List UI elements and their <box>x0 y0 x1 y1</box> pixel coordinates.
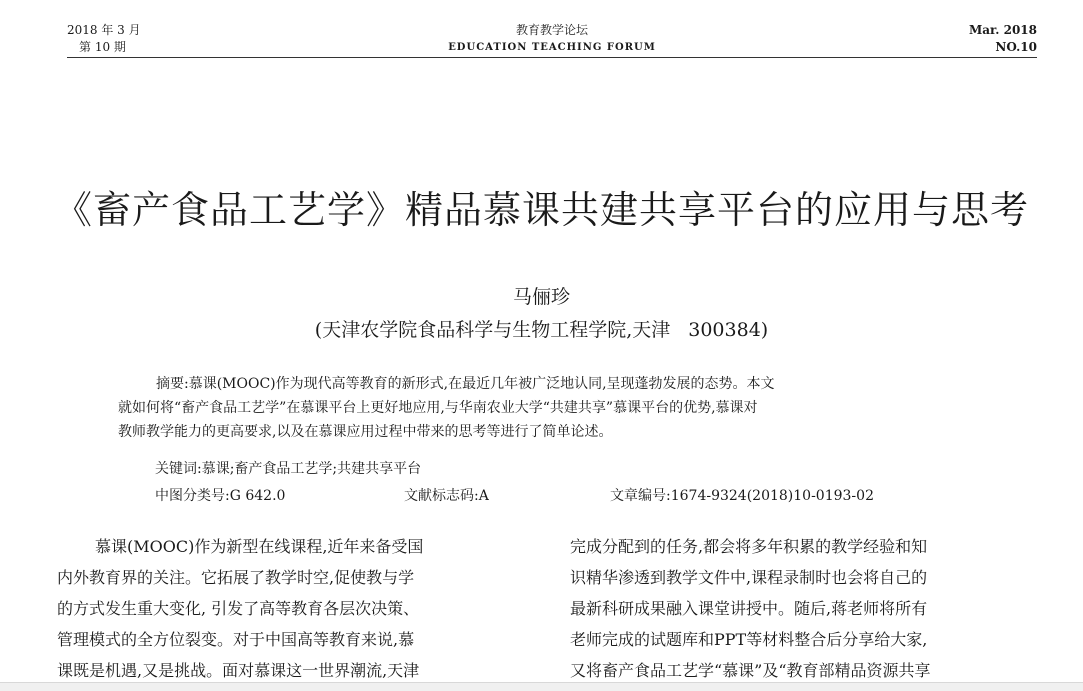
body-column-right <box>570 531 1040 686</box>
abstract-line: 教师教学能力的更高要求,以及在慕课应用过程中带来的思考等进行了简单论述。 <box>118 424 613 440</box>
body-line: 慕课(MOOC)作为新型在线课程,近年来备受国 <box>95 537 424 556</box>
body-line: 课既是机遇,又是挑战。面对慕课这一世界潮流,天津 <box>57 661 420 680</box>
viewer-bottom-bar <box>0 682 1083 691</box>
affiliation-postcode: 300384) <box>688 319 769 341</box>
journal-name-en: EDUCATION TEACHING FORUM <box>448 42 656 53</box>
header-journal-name <box>67 22 1037 56</box>
author-name: 马俪珍 <box>512 286 570 308</box>
journal-name-cn: 教育教学论坛 <box>515 23 588 37</box>
header-date-cn: 2018 年 3 月 <box>67 23 141 37</box>
journal-header <box>67 20 1037 58</box>
abstract-line: 就如何将“畜产食品工艺学”在慕课平台上更好地应用,与华南农业大学“共建共享”慕课平台的优势,慕课对 <box>118 400 758 416</box>
abstract-line: 摘要:慕课(MOOC)作为现代高等教育的新形式,在最近几年被广泛地认同,呈现蓬勃发展的态势。本文 <box>156 376 775 392</box>
affiliation-text: (天津农学院食品科学与生物工程学院,天津 <box>314 319 671 341</box>
body-line: 识精华渗透到教学文件中,课程录制时也会将自己的 <box>570 568 928 587</box>
abstract-block <box>118 372 1018 444</box>
keywords: 关键词:慕课;畜产食品工艺学;共建共享平台 <box>155 461 422 477</box>
body-line: 最新科研成果融入课堂讲授中。随后,蒋老师将所有 <box>570 599 928 618</box>
body-line: 内外教育界的关注。它拓展了教学时空,促使教与学 <box>57 568 415 587</box>
clc-number: 中图分类号:G 642.0 <box>155 488 286 504</box>
article-title: 《畜产食品工艺学》精品慕课共建共享平台的应用与思考 <box>53 188 1029 232</box>
document-code: 文献标志码:A <box>404 488 489 504</box>
body-line: 完成分配到的任务,都会将多年积累的教学经验和知 <box>570 537 928 556</box>
header-date-en: Mar. 2018 <box>968 23 1037 37</box>
header-issue-number-en: NO.10 <box>995 40 1037 54</box>
header-issue-number-cn: 第 10 期 <box>79 40 126 54</box>
body-line: 的方式发生重大变化, 引发了高等教育各层次决策、 <box>57 599 420 618</box>
header-issue-en <box>969 22 1037 56</box>
body-line: 管理模式的全方位裂变。对于中国高等教育来说,慕 <box>57 630 415 649</box>
article-number: 文章编号:1674-9324(2018)10-0193-02 <box>610 488 874 504</box>
body-line: 又将畜产食品工艺学“慕课”及“教育部精品资源共享 <box>570 661 931 680</box>
body-line: 老师完成的试题库和PPT等材料整合后分享给大家, <box>570 630 928 649</box>
body-column-left <box>57 531 527 686</box>
author-affiliation <box>0 317 1083 343</box>
